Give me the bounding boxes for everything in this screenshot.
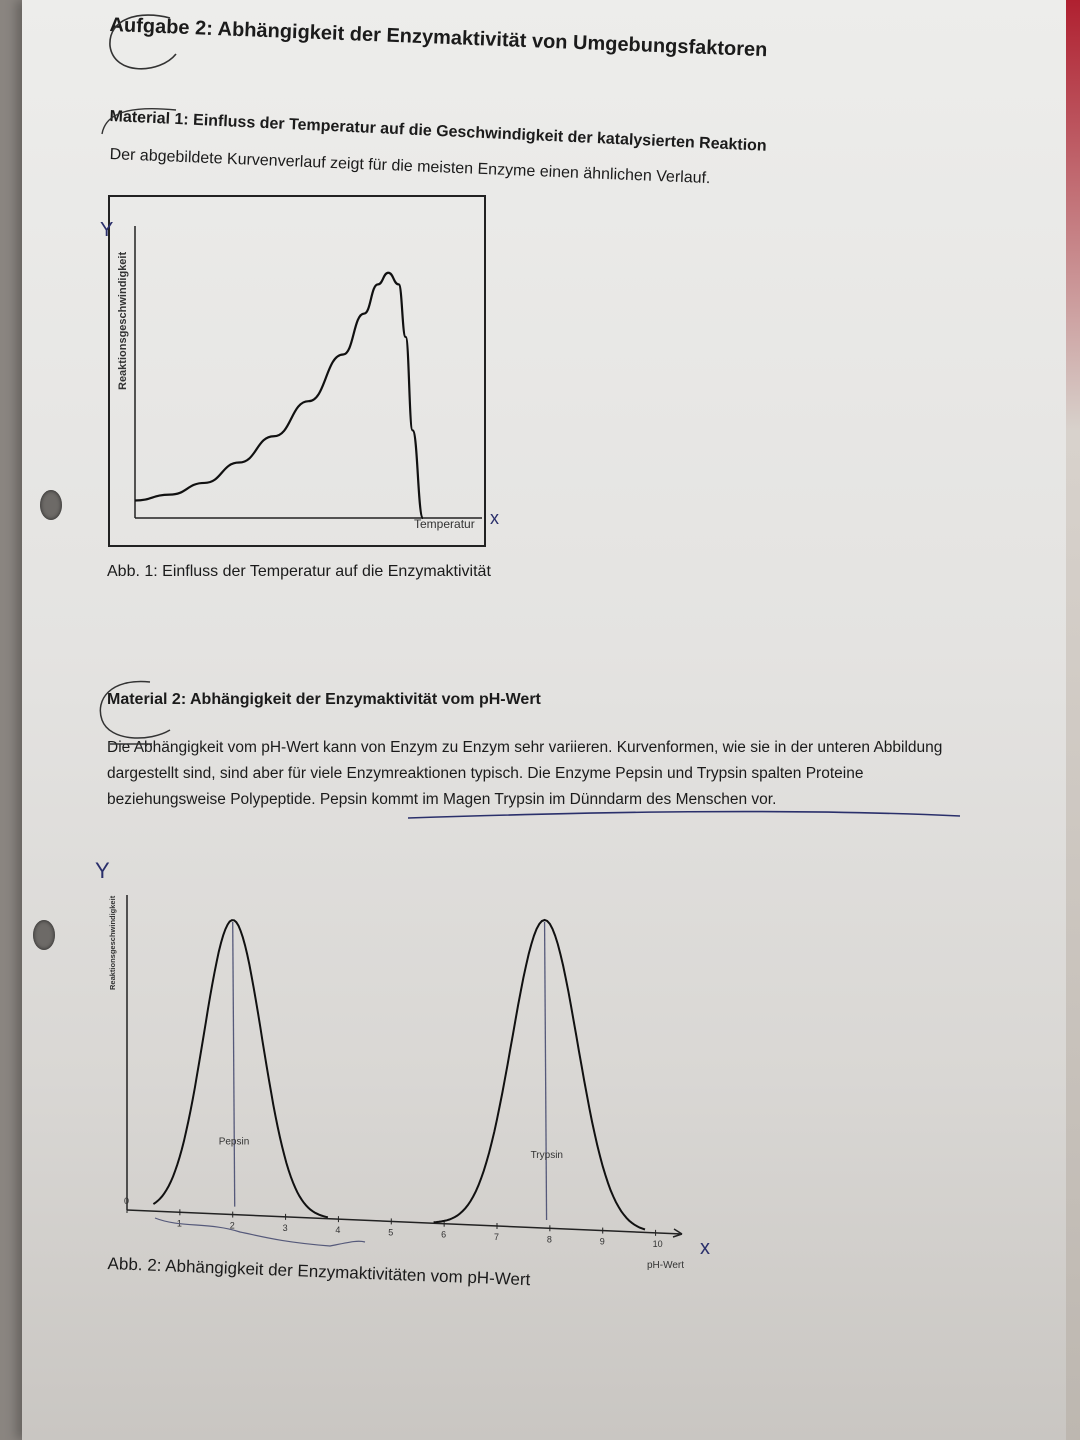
chart2-tick-label: 6 [441,1229,447,1240]
underline-mark [408,812,960,818]
chart1-frame [109,196,485,546]
hand-bracket-mark [155,1218,365,1246]
material1-title: Material 1: Einfluss der Temperatur auf die Geschwindigkeit der katalysierten Reaktion [109,108,768,155]
material2-circle-mark [100,682,170,739]
chart2-tick-label: 8 [546,1234,552,1245]
chart2-tick-label: 1 [176,1218,182,1229]
trypsin-curve [434,920,645,1230]
background-edge [1066,0,1080,1440]
chart2-tick-label: 10 [652,1238,663,1249]
chart1-ylabel: Reaktionsgeschwindigkeit [117,251,129,390]
title-circle-mark [100,8,200,78]
chart2-tick-label: 5 [388,1227,394,1238]
material1-text: Der abgebildete Kurvenverlauf zeigt für die meisten Enzyme einen ähnlichen Verlauf. [109,146,711,188]
pepsin-curve [153,920,328,1217]
chart2-tick-label: 9 [599,1236,605,1247]
trypsin-peak-line [545,922,547,1220]
punch-hole-bottom [33,920,55,950]
hand-x-mark-2: x [700,1237,710,1259]
handwritten-marks [90,670,970,830]
chart1-xlabel: Temperatur [414,517,475,531]
material2-text: Die Abhängigkeit vom pH-Wert kann von Enzym zu Enzym sehr variieren. Kurvenformen, wie sie in der unteren Abbildung dargestellt sind, sind aber für viele Enzymreaktionen typisch. Die Enzyme Pepsin und Trypsin spalten Proteine beziehungsweise Polypeptide. Pepsin kommt im Magen Trypsin im Dünndarm des Menschen vor. [107,739,943,808]
chart2-tick-label: 2 [229,1220,235,1231]
material1-mark [96,104,186,144]
chart2-xlabel: pH-Wert [647,1260,685,1271]
task-title: Aufgabe 2: Abhängigkeit der Enzymaktivität von Umgebungsfaktoren [109,14,768,62]
hand-x-mark-1: x [490,508,499,528]
chart2-x-axis [127,1210,682,1234]
trypsin-label: Trypsin [530,1150,563,1162]
chart2-tick-label: 0 [124,1196,130,1206]
temperature-curve [135,273,423,518]
chart2-tick-label: 7 [494,1232,500,1242]
punch-hole-top [40,490,62,520]
material2-title: Material 2: Abhängigkeit der Enzymaktivität vom pH-Wert [107,691,541,708]
chart2-tick-label: 4 [335,1225,341,1236]
ph-chart [90,850,740,1280]
hand-y-mark-2: Y [95,858,110,883]
figure1-caption: Abb. 1: Einfluss der Temperatur auf die Enzymaktivität [107,563,491,580]
pepsin-label: Pepsin [218,1136,250,1148]
figure2-caption: Abb. 2: Abhängigkeit der Enzymaktivitäten vom pH-Wert [107,1254,531,1290]
pepsin-peak-line [233,922,235,1207]
chart2-ylabel: Reaktionsgeschwindigkeit [108,895,117,990]
temperature-chart [90,190,530,560]
hand-y-mark-1: Y [100,219,114,241]
chart2-tick-label: 3 [282,1222,288,1233]
